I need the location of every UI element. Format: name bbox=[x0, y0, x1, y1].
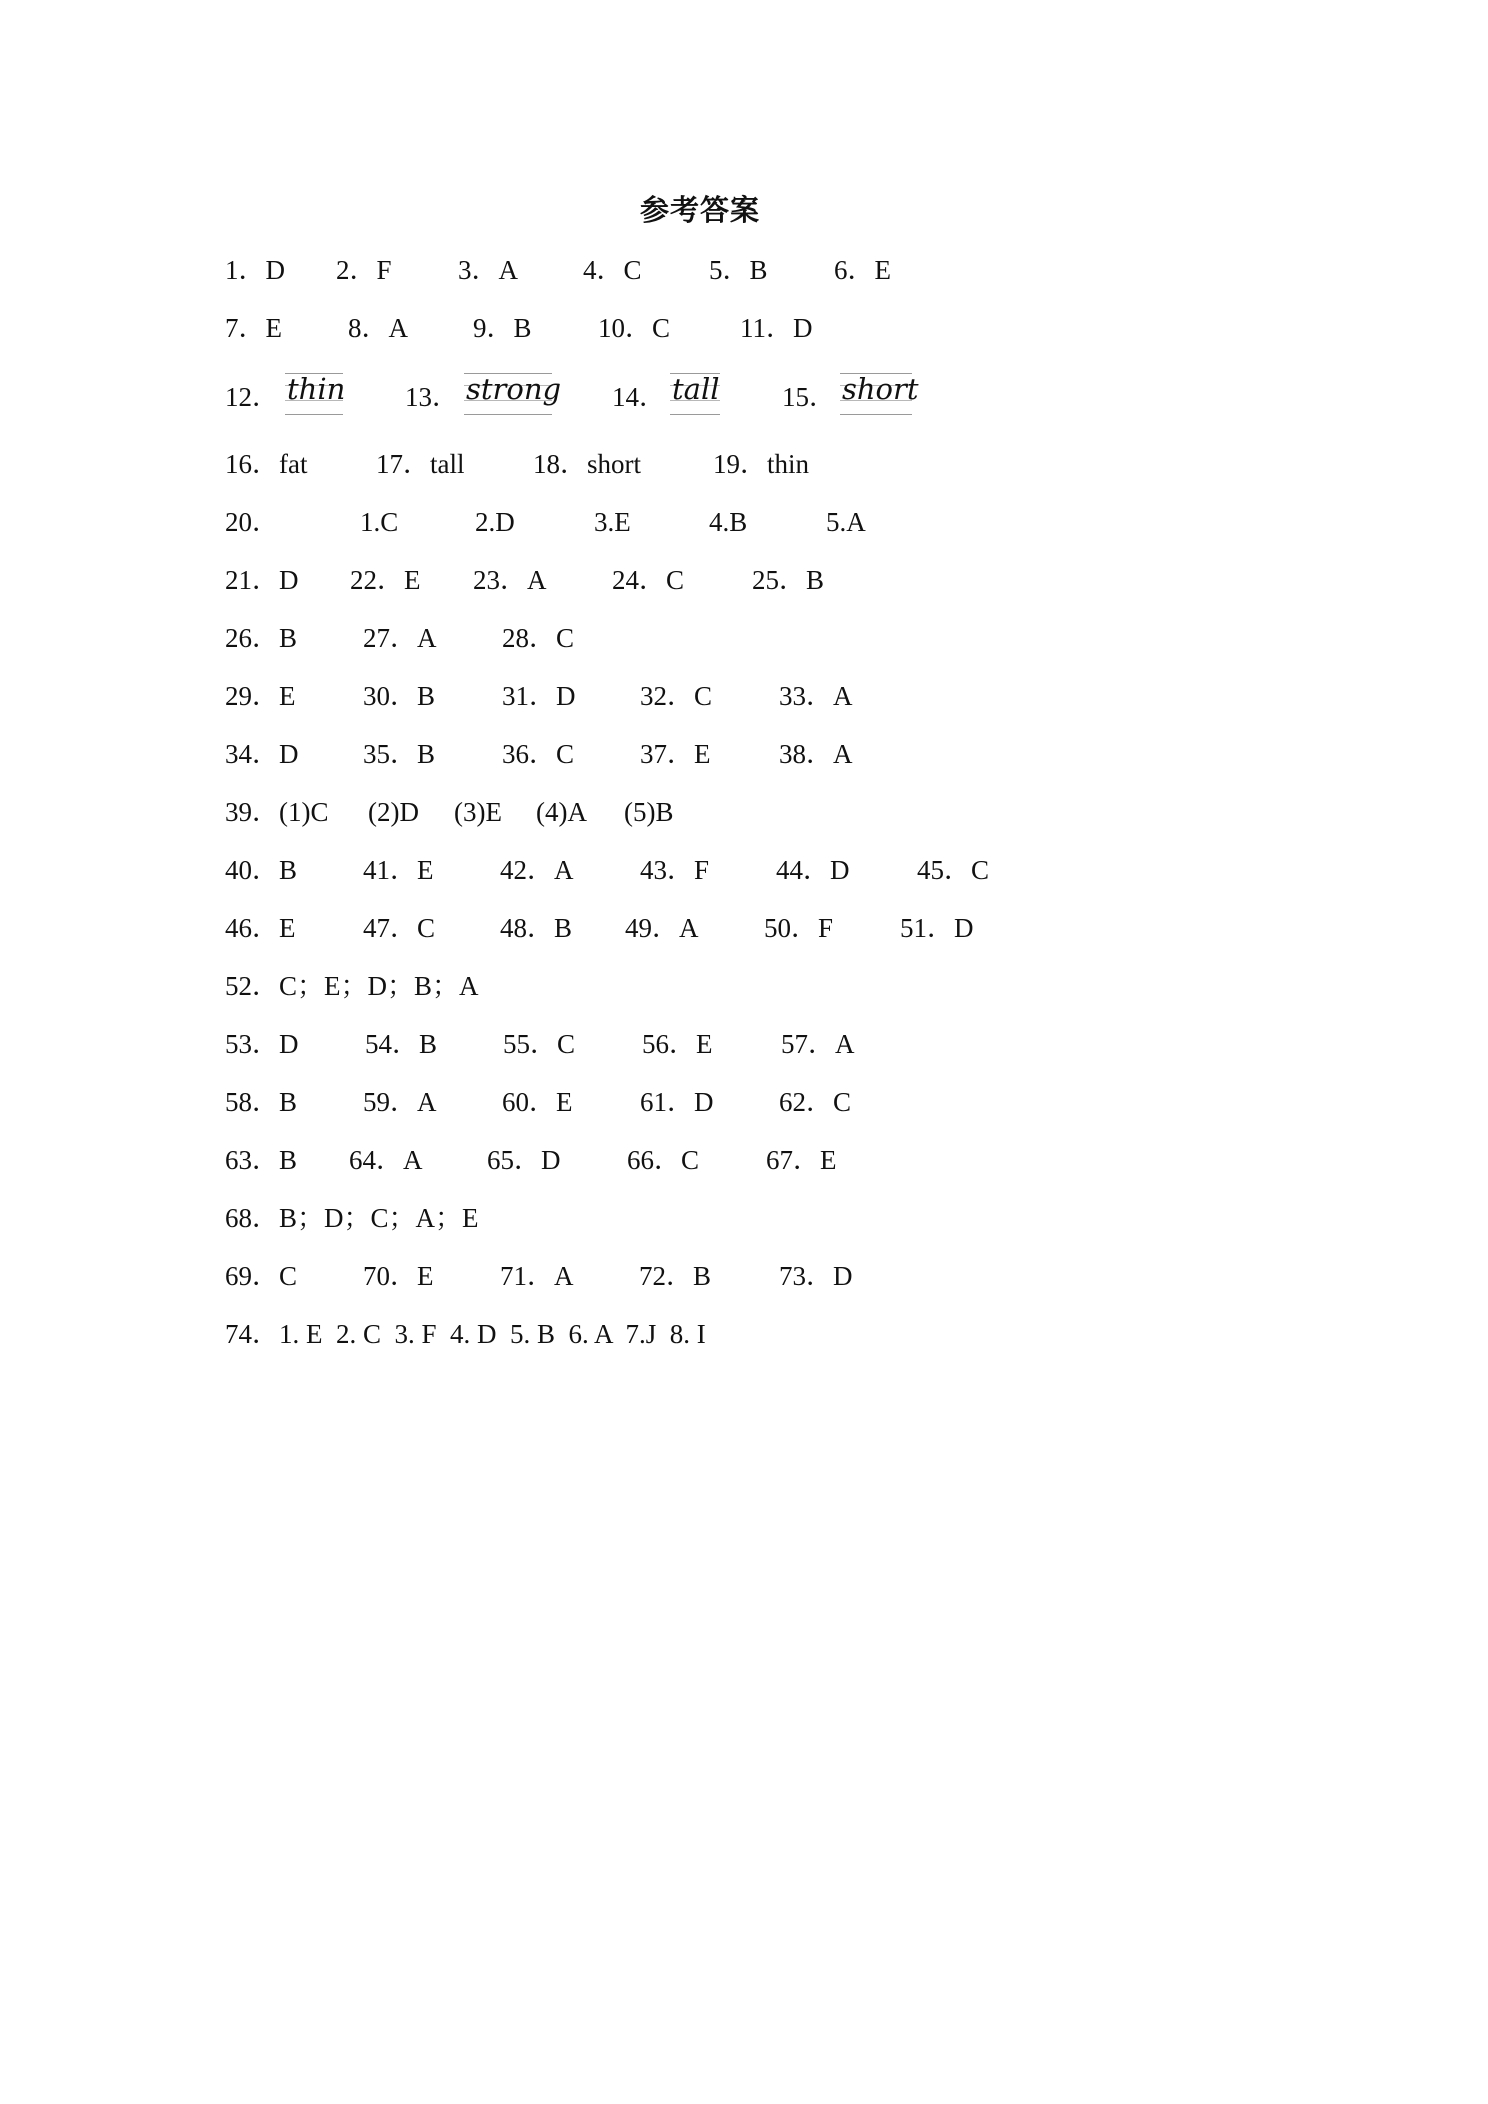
answer-item: 55．C bbox=[503, 1029, 576, 1059]
answer-item: 17．tall bbox=[376, 449, 465, 479]
answer-item: 1．D bbox=[225, 255, 285, 285]
answer-item: 44．D bbox=[776, 855, 850, 885]
answer-item: 54．B bbox=[365, 1029, 438, 1059]
answer-item: 23．A bbox=[473, 565, 547, 595]
answer-item: 27．A bbox=[363, 623, 437, 653]
answer-item: 46．E bbox=[225, 913, 296, 943]
answer-number: 13． bbox=[405, 382, 459, 412]
answer-item: 53．D bbox=[225, 1029, 299, 1059]
answer-item: 6．E bbox=[834, 255, 891, 285]
answer-item: 73．D bbox=[779, 1261, 853, 1291]
answer-item: 22．E bbox=[350, 565, 421, 595]
answer-item: (4)A bbox=[536, 797, 587, 827]
answer-item: 10．C bbox=[598, 313, 671, 343]
answer-item: 43．F bbox=[640, 855, 710, 885]
answer-item: 37．E bbox=[640, 739, 711, 769]
answer-item: 59．A bbox=[363, 1087, 437, 1117]
answer-item: 64．A bbox=[349, 1145, 423, 1175]
answer-item: 42．A bbox=[500, 855, 574, 885]
answer-item: 20． bbox=[225, 507, 279, 537]
answer-item: 21．D bbox=[225, 565, 299, 595]
answer-item: 69．C bbox=[225, 1261, 298, 1291]
answer-item: 65．D bbox=[487, 1145, 561, 1175]
answer-item: 30．B bbox=[363, 681, 436, 711]
answer-item: 11．D bbox=[740, 313, 813, 343]
answer-item: 34．D bbox=[225, 739, 299, 769]
answer-item: 47．C bbox=[363, 913, 436, 943]
answer-item: 24．C bbox=[612, 565, 685, 595]
answer-item: 7．E bbox=[225, 313, 282, 343]
answer-item: 8．A bbox=[348, 313, 408, 343]
handwritten-answer: tall bbox=[670, 373, 720, 415]
answer-item: 18．short bbox=[533, 449, 641, 479]
answer-item: 36．C bbox=[502, 739, 575, 769]
answer-item: 45．C bbox=[917, 855, 990, 885]
answer-item: 33．A bbox=[779, 681, 853, 711]
answer-item: 5．B bbox=[709, 255, 768, 285]
answer-number: 14． bbox=[612, 382, 666, 412]
answer-item: 72．B bbox=[639, 1261, 712, 1291]
answer-number: 15． bbox=[782, 382, 836, 412]
answer-item: 19．thin bbox=[713, 449, 810, 479]
answer-item: 52．C；E；D；B；A bbox=[225, 971, 479, 1001]
handwritten-answer: short bbox=[840, 373, 912, 415]
answer-item: 56．E bbox=[642, 1029, 713, 1059]
answer-item: (3)E bbox=[454, 797, 502, 827]
answer-item: 40．B bbox=[225, 855, 298, 885]
answer-item: 68．B；D；C；A；E bbox=[225, 1203, 479, 1233]
answer-item: 58．B bbox=[225, 1087, 298, 1117]
answer-item: 49．A bbox=[625, 913, 699, 943]
answer-item: 28．C bbox=[502, 623, 575, 653]
answer-item: 2.D bbox=[475, 507, 515, 537]
answer-item: 57．A bbox=[781, 1029, 855, 1059]
answer-number: 12． bbox=[225, 382, 279, 412]
answer-item: 3．A bbox=[458, 255, 518, 285]
answer-item: 4．C bbox=[583, 255, 642, 285]
answer-item: 5.A bbox=[826, 507, 866, 537]
answer-item: 32．C bbox=[640, 681, 713, 711]
answer-item: 38．A bbox=[779, 739, 853, 769]
answer-item: 63．B bbox=[225, 1145, 298, 1175]
answer-item: 71．A bbox=[500, 1261, 574, 1291]
answer-item: (5)B bbox=[624, 797, 674, 827]
answer-item: 3.E bbox=[594, 507, 631, 537]
answer-item: 74．1. E 2. C 3. F 4. D 5. B 6. A 7.J 8. I bbox=[225, 1319, 706, 1349]
answer-item: 50．F bbox=[764, 913, 834, 943]
answer-item: 61．D bbox=[640, 1087, 714, 1117]
answer-item: 2．F bbox=[336, 255, 392, 285]
answer-item: 67．E bbox=[766, 1145, 837, 1175]
answer-item: 60．E bbox=[502, 1087, 573, 1117]
answer-item: 26．B bbox=[225, 623, 298, 653]
answer-item: 62．C bbox=[779, 1087, 852, 1117]
answer-item: 1.C bbox=[360, 507, 399, 537]
answer-item: 31．D bbox=[502, 681, 576, 711]
answer-item: 4.B bbox=[709, 507, 748, 537]
answer-item: 9．B bbox=[473, 313, 532, 343]
answer-item: 39．(1)C bbox=[225, 797, 329, 827]
page-title: 参考答案 bbox=[639, 193, 760, 227]
answer-item: 16．fat bbox=[225, 449, 308, 479]
answer-item: (2)D bbox=[368, 797, 419, 827]
answer-item: 41．E bbox=[363, 855, 434, 885]
answer-item: 48．B bbox=[500, 913, 573, 943]
answer-item: 51．D bbox=[900, 913, 974, 943]
answer-item: 70．E bbox=[363, 1261, 434, 1291]
answer-item: 66．C bbox=[627, 1145, 700, 1175]
answer-item: 35．B bbox=[363, 739, 436, 769]
answer-item: 25．B bbox=[752, 565, 825, 595]
answer-item: 29．E bbox=[225, 681, 296, 711]
handwritten-answer: thin bbox=[285, 373, 343, 415]
handwritten-answer: strong bbox=[464, 373, 552, 415]
